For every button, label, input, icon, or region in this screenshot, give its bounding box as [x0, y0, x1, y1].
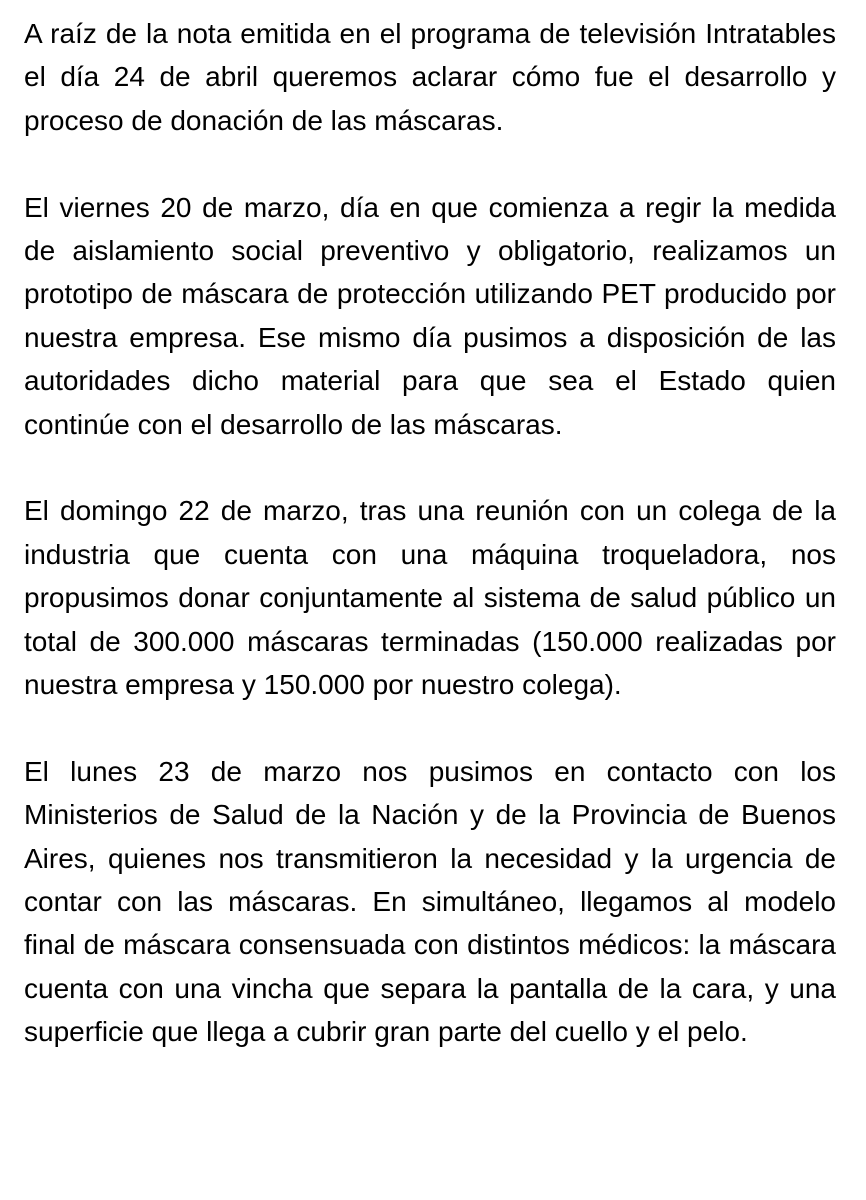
paragraph-march-22: El domingo 22 de marzo, tras una reunión con un colega de la industria que cuenta con una máquina troqueladora, nos propusimos donar conjuntamente al sistema de salud público un total de 300.000 máscaras terminadas (150.000 realizadas por nuestra empresa y 150.000 por nuestro colega). — [24, 495, 836, 701]
paragraph-march-23: El lunes 23 de marzo nos pusimos en contacto con los Ministerios de Salud de la Nación y de la Provincia de Buenos Aires, quienes nos transmitieron la necesidad y la urgencia de contar con las máscaras. En simultáneo, llegamos al modelo final de máscara consensuada con distintos médicos: la máscara cuenta con una vincha que separa la pantalla de la cara, y una superficie que llega a cubrir gran parte del cuello y el pelo. — [24, 755, 836, 1048]
paragraph-intro: A raíz de la nota emitida en el programa de televisión Intratables el día 24 de abril queremos aclarar cómo fue el desarrollo y proceso de donación de las máscaras. — [24, 18, 836, 136]
paragraph-march-20: El viernes 20 de marzo, día en que comienza a regir la medida de aislamiento social preventivo y obligatorio, realizamos un prototipo de máscara de protección utilizando PET producido por nuestra empresa. Ese mismo día pusimos a disposición de las autoridades dicho material para que sea el Estado quien continúe con el desarrollo de las máscaras. — [24, 191, 836, 440]
document-body — [24, 12, 836, 1054]
